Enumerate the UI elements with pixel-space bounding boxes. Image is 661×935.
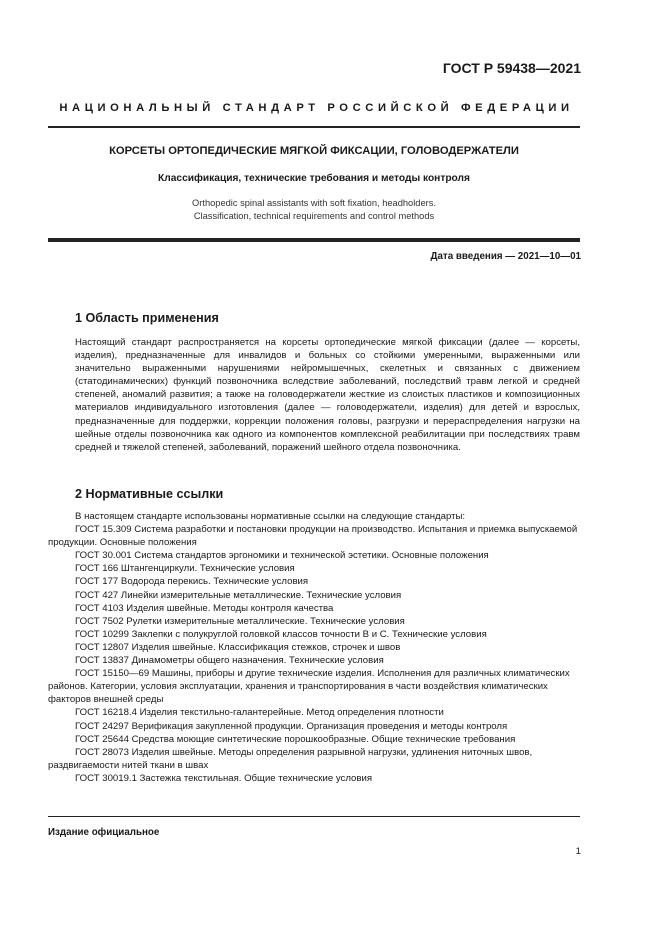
header-divider xyxy=(48,126,580,128)
list-item: ГОСТ 28073 Изделия швейные. Методы определения разрывной нагрузки, удлинения ниточных швов, раздвигаемости нитей ткани в швах xyxy=(48,746,533,771)
normative-references-list xyxy=(48,510,580,785)
section-2-heading: 2 Нормативные ссылки xyxy=(75,487,224,501)
list-item: ГОСТ 4103 Изделия швейные. Методы контроля качества xyxy=(75,602,334,614)
document-title: КОРСЕТЫ ОРТОПЕДИЧЕСКИЕ МЯГКОЙ ФИКСАЦИИ, ГОЛОВОДЕРЖАТЕЛИ xyxy=(109,145,519,157)
list-item: ГОСТ 12807 Изделия швейные. Классификация стежков, строчек и швов xyxy=(75,641,401,653)
title-divider xyxy=(48,238,580,242)
list-item: ГОСТ 10299 Заклепки с полукруглой головкой классов точности В и С. Технические условия xyxy=(75,628,487,640)
list-item: В настоящем стандарте использованы нормативные ссылки на следующие стандарты: xyxy=(75,511,466,522)
list-item: ГОСТ 166 Штангенциркули. Технические условия xyxy=(75,563,295,575)
national-standard-heading: НАЦИОНАЛЬНЫЙ СТАНДАРТ РОССИЙСКОЙ ФЕДЕРАЦИИ xyxy=(59,102,574,114)
official-edition-label: Издание официальное xyxy=(48,827,160,838)
list-item: ГОСТ 15.309 Система разработки и постановки продукции на производство. Испытания и приемка выпускаемой продукции. Основные положения xyxy=(48,524,578,549)
list-item: ГОСТ 30019.1 Застежка текстильная. Общие технические условия xyxy=(75,772,373,784)
list-item: ГОСТ 7502 Рулетки измерительные металлические. Технические условия xyxy=(75,615,405,627)
list-item: ГОСТ 427 Линейки измерительные металлические. Технические условия xyxy=(75,589,402,601)
section-1-paragraph: Настоящий стандарт распространяется на корсеты ортопедические мягкой фиксации (далее — корсеты, изделия), предназначенные для инвалидов и больных со стойкими умеренными, выраженными или значительно выраженными нарушениями нейромышечных, скелетных и связанных с движением (статодинамических) функций позвоночника вследствие заболеваний, последствий травм легкой и средней степеней, аномалий развития; а также на головодержатели жесткие из слоистых пластиков и композиционных материалов индивидуального изготовления (далее — головодержатели, изделия) для детей и взрослых, предназначенные для поддержки, коррекции положения головы, разгрузки и перераспределения нагрузки на шейные отделы позвоночника как одного из компонентов комплексной реабилитации при последствиях травм средней и тяжелой степеней, заболеваний, поражений шейного отдела позвоночника. xyxy=(75,337,580,453)
document-subtitle: Классификация, технические требования и методы контроля xyxy=(158,173,470,184)
english-title xyxy=(48,197,580,222)
list-item: ГОСТ 13837 Динамометры общего назначения. Технические условия xyxy=(75,655,384,667)
english-title-line-2: Classification, technical requirements and control methods xyxy=(193,210,435,221)
list-item: ГОСТ 15150—69 Машины, приборы и другие технические изделия. Исполнения для различных климатических районов. Категории, условия эксплуатации, хранения и транспортирования в части воздействия климатических факторов внешней среды xyxy=(48,668,570,706)
section-1-heading: 1 Область применения xyxy=(75,311,219,325)
list-item: ГОСТ 24297 Верификация закупленной продукции. Организация проведения и методы контроля xyxy=(75,720,508,732)
english-title-line-1: Orthopedic spinal assistants with soft fixation, headholders. xyxy=(192,198,436,208)
list-item: ГОСТ 25644 Средства моющие синтетические порошкообразные. Общие технические требования xyxy=(75,733,516,745)
list-item: ГОСТ 16218.4 Изделия текстильно-галантерейные. Метод определения плотности xyxy=(75,707,444,719)
list-item: ГОСТ 177 Водорода перекись. Технические условия xyxy=(75,576,309,588)
page-number: 1 xyxy=(575,846,581,857)
introduction-date: Дата введения — 2021—10—01 xyxy=(430,251,581,262)
document-number: ГОСТ Р 59438—2021 xyxy=(442,60,581,76)
list-item: ГОСТ 30.001 Система стандартов эргономики и технической эстетики. Основные положения xyxy=(75,550,489,562)
footer-divider xyxy=(48,816,580,817)
